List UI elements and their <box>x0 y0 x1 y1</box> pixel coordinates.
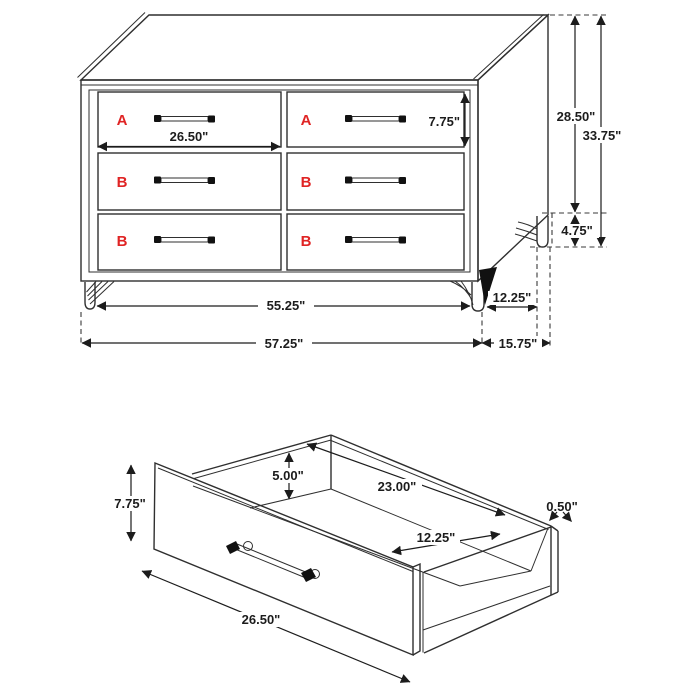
handle-bottom-right <box>345 236 406 244</box>
drawer-right-wall-band <box>423 586 550 630</box>
dim-front-width-label: 26.50" <box>241 612 281 627</box>
dim-drawer-width-label: 26.50" <box>169 129 209 144</box>
dim-overall-depth-label: 15.75" <box>498 336 538 351</box>
front-left-leg-brace <box>87 282 115 305</box>
dim-drawer-height-label: 7.75" <box>428 114 460 129</box>
drawer-label-left-2: B <box>116 174 128 191</box>
front-right-leg-brace <box>450 281 473 305</box>
drawer-detail-handle <box>226 541 320 582</box>
handle-top-right <box>345 115 406 123</box>
dresser-top-right-edge <box>474 15 544 80</box>
dim-width-between-legs-label: 55.25" <box>266 298 306 313</box>
drawer-left-wall-edge <box>192 435 331 474</box>
dim-overall-height-label: 33.75" <box>582 128 622 143</box>
drawer-label-left-3: B <box>116 233 128 250</box>
drawer-label-right-3: B <box>300 233 312 250</box>
drawer-right-wall-end <box>551 526 558 595</box>
handle-left-cap <box>226 541 240 554</box>
dim-inner-width-label: 23.00" <box>377 479 417 494</box>
drawer-back-wall-edge-inner <box>331 441 549 530</box>
dim-inner-depth-label: 12.25" <box>416 530 456 545</box>
dresser-front-frame <box>89 90 470 272</box>
drawer-label-right-1: A <box>300 112 312 129</box>
dresser-view <box>78 13 627 352</box>
dim-front-height-label: 7.75" <box>114 496 146 511</box>
handle-bottom-left <box>154 236 215 244</box>
dim-overall-width-label: 57.25" <box>264 336 304 351</box>
drawer-interior-lines <box>193 486 548 586</box>
drawer-label-right-2: B <box>300 174 312 191</box>
drawer-back-wall-edge <box>331 435 551 526</box>
dim-leg-height-label: 4.75" <box>561 223 593 238</box>
dresser-top-face <box>81 15 548 80</box>
drawer-detail-view <box>110 435 578 682</box>
handle-mid-left <box>154 177 215 185</box>
drawer-mid-right <box>287 153 464 210</box>
handle-top-left <box>154 115 215 123</box>
dim-inner-height-label: 5.00" <box>272 468 304 483</box>
handle-mid-right <box>345 177 406 185</box>
handle-left-loop <box>244 542 253 551</box>
dresser-front-face <box>81 80 478 281</box>
drawer-label-left-1: A <box>116 112 128 129</box>
dim-depth-between-legs-label: 12.25" <box>492 290 532 305</box>
drawer-front-panel-end <box>413 564 420 655</box>
back-right-leg-brace <box>515 222 537 241</box>
dresser-top-left-bevel <box>78 13 146 78</box>
dim-body-height-label: 28.50" <box>556 109 596 124</box>
dim-side-thickness-label: 0.50" <box>546 499 578 514</box>
